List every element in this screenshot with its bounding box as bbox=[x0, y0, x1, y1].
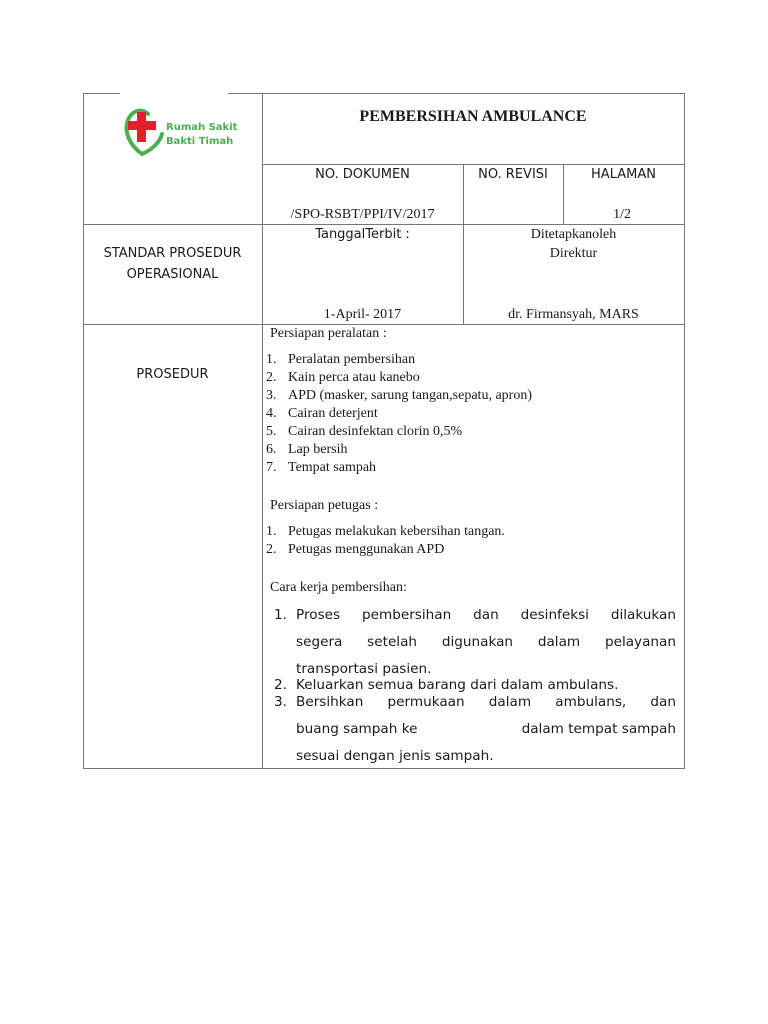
prosedur-label: PROSEDUR bbox=[136, 367, 209, 382]
spo-label-line1: STANDAR PROSEDUR bbox=[103, 246, 242, 261]
border-top-left bbox=[83, 93, 120, 94]
list-item: 1. Petugas melakukan kebersihan tangan. bbox=[266, 524, 505, 539]
no-revisi-label: NO. REVISI bbox=[478, 167, 548, 182]
col-divider-revisi bbox=[463, 164, 464, 325]
ditetapkan-role: Direktur bbox=[549, 246, 598, 261]
list-item: 2. Kain perca atau kanebo bbox=[266, 370, 420, 385]
no-dokumen-label: NO. DOKUMEN bbox=[315, 167, 410, 182]
list-item: 5. Cairan desinfektan clorin 0,5% bbox=[266, 424, 463, 439]
list-item: 4. Cairan deterjent bbox=[266, 406, 378, 421]
list-item: 1. Proses pembersihan dan desinfeksi dilakukan segera setelah digunakan dalam pelayanan transportasi pasien. bbox=[274, 607, 676, 677]
border-left bbox=[83, 93, 84, 769]
peralatan-heading: Persiapan peralatan : bbox=[270, 326, 387, 341]
petugas-list bbox=[266, 523, 680, 559]
tanggal-terbit-label: TanggalTerbit : bbox=[315, 227, 410, 242]
cross-heart-logo-icon bbox=[120, 100, 238, 170]
tanggal-terbit-value: 1-April- 2017 bbox=[323, 307, 402, 322]
list-item: 3. Bersihkan permukaan dalam ambulans, dan buang sampah ke dalam tempat sampah sesuai dengan jenis sampah. bbox=[274, 694, 676, 764]
row-divider-doc bbox=[83, 224, 685, 225]
list-item: 2. Keluarkan semua barang dari dalam ambulans. bbox=[274, 677, 619, 693]
spo-label-line2: OPERASIONAL bbox=[126, 267, 219, 282]
col-divider-main bbox=[262, 93, 263, 769]
halaman-label: HALAMAN bbox=[591, 167, 656, 182]
halaman-value: 1/2 bbox=[613, 207, 631, 222]
logo-text-line1: Rumah Sakit bbox=[166, 122, 238, 133]
row-divider-title bbox=[262, 164, 685, 165]
ditetapkan-label: Ditetapkanoleh bbox=[530, 227, 617, 242]
peralatan-list bbox=[266, 351, 680, 477]
petugas-heading: Persiapan petugas : bbox=[270, 498, 379, 513]
cara-kerja-list bbox=[274, 602, 676, 770]
no-dokumen-value: /SPO-RSBT/PPI/IV/2017 bbox=[290, 207, 435, 222]
border-right bbox=[684, 93, 685, 769]
logo-text-line2: Bakti Timah bbox=[166, 136, 234, 147]
hospital-logo bbox=[120, 100, 238, 170]
list-item: 1. Peralatan pembersihan bbox=[266, 352, 416, 367]
border-top-right bbox=[228, 93, 685, 94]
list-item: 6. Lap bersih bbox=[266, 442, 348, 457]
cara-kerja-heading: Cara kerja pembersihan: bbox=[270, 580, 407, 595]
list-item: 7. Tempat sampah bbox=[266, 460, 377, 475]
document-title: PEMBERSIHAN AMBULANCE bbox=[359, 108, 587, 125]
list-item: 3. APD (masker, sarung tangan,sepatu, apron) bbox=[266, 388, 532, 403]
list-item: 2. Petugas menggunakan APD bbox=[266, 542, 445, 557]
prosedur-content bbox=[266, 325, 680, 597]
ditetapkan-name: dr. Firmansyah, MARS bbox=[508, 307, 639, 322]
